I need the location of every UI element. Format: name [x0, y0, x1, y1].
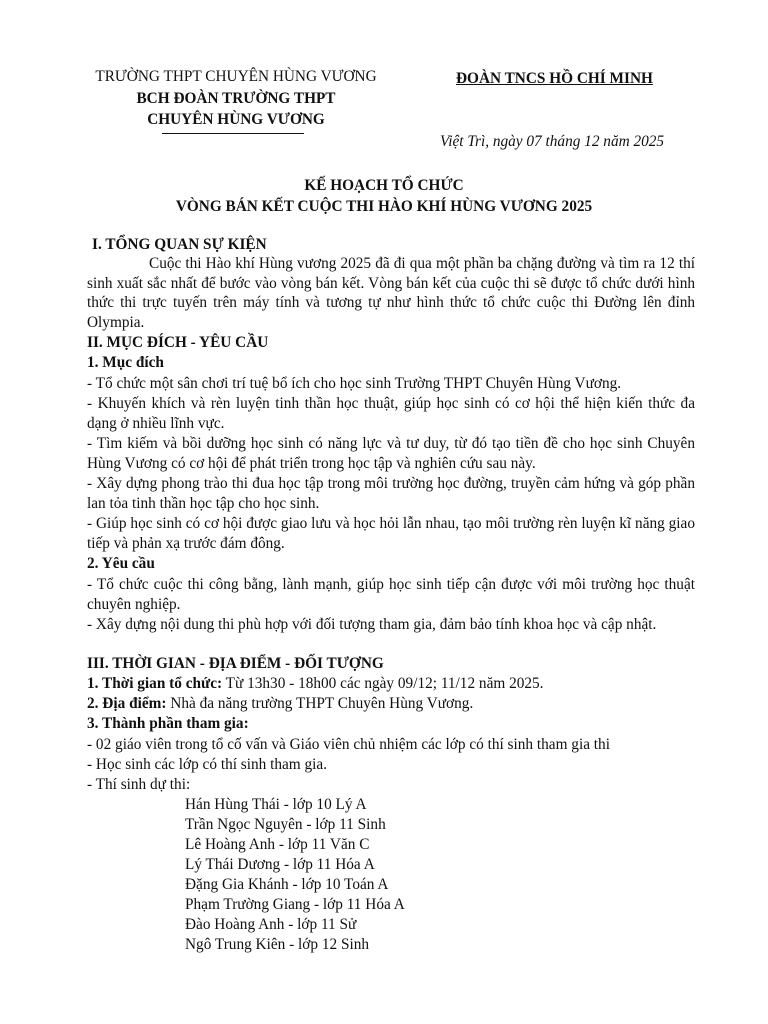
overview-text: Cuộc thi Hào khí Hùng vương 2025 đã đi qua một phần ba chặng đường và tìm ra 12 thí sinh xuất sắc nhất để bước vào vòng bán kết. Vòng bán kết của cuộc thi sẽ được tổ chức dưới hình thức thi trực tuyến trên máy tính và tương tự như hình thức tổ chức cuộc thi Đường lên đỉnh Olympia. — [87, 255, 695, 331]
list-item: - Tổ chức một sân chơi trí tuệ bổ ích cho học sinh Trường THPT Chuyên Hùng Vương. — [87, 375, 622, 392]
list-item: - Khuyến khích và rèn luyện tinh thần học thuật, giúp học sinh có cơ hội thể hiện kiến thức đa dạng ở nhiều lĩnh vực. — [87, 395, 695, 432]
place-row — [87, 695, 473, 713]
section-heading-purpose: II. MỤC ĐÍCH - YÊU CẦU — [87, 334, 269, 351]
document-date: Việt Trì, ngày 07 tháng 12 năm 2025 — [440, 133, 665, 150]
list-item: - 02 giáo viên trong tổ cố vấn và Giáo viên chủ nhiệm các lớp có thí sinh tham gia thi — [87, 736, 610, 753]
document-subtitle: VÒNG BÁN KẾT CUỘC THI HÀO KHÍ HÙNG VƯƠNG 2025 — [175, 198, 593, 215]
list-item: - Tổ chức cuộc thi công bằng, lành mạnh, giúp học sinh tiếp cận được với môi trường học thuật chuyên nghiệp. — [87, 576, 695, 613]
overview-paragraph — [87, 254, 695, 332]
student-entry: Lý Thái Dương - lớp 11 Hóa A — [185, 856, 375, 873]
place-value: Nhà đa năng trường THPT Chuyên Hùng Vương. — [166, 695, 474, 712]
list-item: - Xây dựng nội dung thi phù hợp với đối tượng tham gia, đảm bảo tính khoa học và cập nhật. — [87, 616, 657, 633]
time-row — [87, 675, 544, 693]
student-entry: Đặng Gia Khánh - lớp 10 Toán A — [185, 876, 389, 893]
place-label: 2. Địa điểm: — [87, 695, 167, 712]
list-item: - Giúp học sinh có cơ hội được giao lưu và học hỏi lẫn nhau, tạo môi trường rèn luyện kĩ năng giao tiếp và phản xạ trước đám đông. — [87, 515, 695, 552]
list-item: - Thí sinh dự thi: — [87, 776, 191, 793]
section-heading-time-place: III. THỜI GIAN - ĐỊA ĐIỂM - ĐỐI TƯỢNG — [87, 655, 384, 672]
union-committee-line2: CHUYÊN HÙNG VƯƠNG — [147, 111, 325, 128]
student-entry: Đào Hoàng Anh - lớp 11 Sử — [185, 916, 357, 933]
document-title: KẾ HOẠCH TỔ CHỨC — [304, 177, 464, 194]
list-item: - Học sinh các lớp có thí sinh tham gia. — [87, 756, 328, 773]
student-entry: Trần Ngọc Nguyên - lớp 11 Sinh — [185, 816, 386, 833]
list-item: - Tìm kiếm và bồi dưỡng học sinh có năng lực và tư duy, từ đó tạo tiền đề cho học sinh Chuyên Hùng Vương có cơ hội để phát triển trong học tập và nghiên cứu sau này. — [87, 435, 695, 472]
union-committee-line1: BCH ĐOÀN TRƯỜNG THPT — [136, 90, 336, 107]
list-item: - Xây dựng phong trào thi đua học tập trong môi trường học đường, truyền cảm hứng và góp phần lan tỏa tinh thần học tập cho học sinh. — [87, 475, 695, 512]
student-entry: Phạm Trường Giang - lớp 11 Hóa A — [185, 896, 405, 913]
union-name: ĐOÀN TNCS HỒ CHÍ MINH — [456, 70, 653, 87]
section-heading-overview: I. TỔNG QUAN SỰ KIỆN — [92, 236, 267, 253]
student-entry: Ngô Trung Kiên - lớp 12 Sinh — [185, 936, 370, 953]
student-entry: Lê Hoàng Anh - lớp 11 Văn C — [185, 836, 370, 853]
school-name: TRƯỜNG THPT CHUYÊN HÙNG VƯƠNG — [95, 68, 377, 85]
participants-heading: 3. Thành phần tham gia: — [87, 715, 249, 732]
subheading-requirements: 2. Yêu cầu — [87, 555, 155, 572]
header-divider — [162, 133, 304, 134]
subheading-purpose: 1. Mục đích — [87, 354, 164, 371]
time-value: Từ 13h30 - 18h00 các ngày 09/12; 11/12 năm 2025. — [222, 675, 544, 692]
time-label: 1. Thời gian tổ chức: — [87, 675, 223, 692]
student-entry: Hán Hùng Thái - lớp 10 Lý A — [185, 796, 367, 813]
